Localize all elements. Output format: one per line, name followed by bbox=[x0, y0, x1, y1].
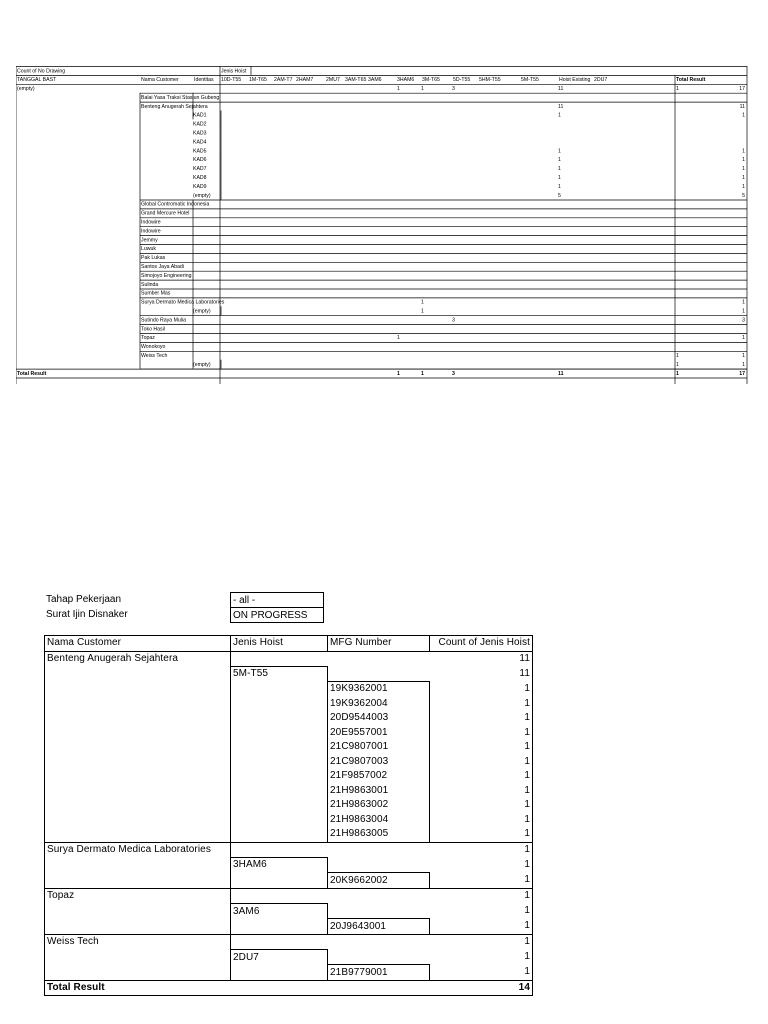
mfg-row bbox=[45, 784, 533, 799]
blank-cell bbox=[231, 813, 328, 828]
hoist-count: 1 bbox=[430, 904, 533, 919]
mfg-row bbox=[45, 827, 533, 842]
hoist-row bbox=[45, 950, 533, 965]
mfg-number: 21H9863002 bbox=[328, 798, 430, 813]
hoist-column-header: 2AM-T7 bbox=[274, 77, 293, 84]
total-hoist-count: 1 bbox=[676, 370, 679, 377]
grand-total-value: 17 bbox=[739, 370, 745, 377]
pivot-table-jenis-hoist bbox=[44, 635, 533, 996]
blank-cell bbox=[45, 827, 231, 842]
customer-name: Topaz bbox=[45, 888, 231, 904]
identitas-value: KAD2 bbox=[193, 121, 207, 128]
pivot-table-grid bbox=[16, 66, 748, 384]
hoist-count-value: 1 bbox=[558, 166, 561, 173]
hoist-column-header: 2HAM7 bbox=[296, 77, 314, 84]
customer-name: Indowire bbox=[141, 219, 161, 226]
filter-value-surat-ijin-disnaker[interactable]: ON PROGRESS bbox=[230, 607, 324, 623]
mfg-count: 1 bbox=[430, 769, 533, 784]
blank-cell bbox=[231, 919, 328, 935]
mfg-row bbox=[45, 726, 533, 741]
blank-cell bbox=[231, 873, 328, 889]
blank-cell bbox=[45, 682, 231, 697]
tanggal-empty-label: (empty) bbox=[17, 86, 35, 92]
blank-cell bbox=[45, 858, 231, 873]
header-jenis-hoist: Jenis Hoist bbox=[231, 636, 328, 652]
filter-label-surat-ijin-disnaker: Surat Ijin Disnaker bbox=[46, 609, 128, 620]
hoist-count-value: 3 bbox=[452, 86, 455, 92]
customer-name: Topaz bbox=[141, 335, 155, 342]
blank-cell bbox=[45, 667, 231, 682]
filter-label-tahap-pekerjaan: Tahap Pekerjaan bbox=[46, 594, 122, 605]
hoist-count-value: 1 bbox=[421, 308, 424, 315]
blank-cell bbox=[231, 798, 328, 813]
hoist-row bbox=[45, 667, 533, 682]
blank-cell bbox=[231, 711, 328, 726]
hoist-count-value: 11 bbox=[558, 103, 564, 110]
identitas-value: KAD8 bbox=[193, 175, 207, 181]
hoist-count-value: 3 bbox=[452, 317, 455, 324]
blank-cell bbox=[45, 784, 231, 799]
mfg-count: 1 bbox=[430, 965, 533, 981]
row-total-value: 1 bbox=[742, 361, 745, 368]
mfg-count: 1 bbox=[430, 827, 533, 842]
customer-name: Grand Mercure Hotel bbox=[141, 210, 190, 217]
row-total-value: 1 bbox=[742, 299, 745, 306]
customer-count: 1 bbox=[430, 842, 533, 858]
row-total-value: 1 bbox=[742, 335, 745, 342]
mfg-number: 21H9863004 bbox=[328, 813, 430, 828]
row-total-value: 1 bbox=[742, 353, 745, 359]
hoist-column-header: 1M-T65 bbox=[249, 77, 267, 84]
customer-row bbox=[45, 842, 533, 858]
hoist-count-value: 1 bbox=[676, 353, 679, 359]
mfg-number: 20D9544003 bbox=[328, 711, 430, 726]
customer-name: Weiss Tech bbox=[141, 353, 168, 359]
mfg-count: 1 bbox=[430, 755, 533, 770]
mfg-count: 1 bbox=[430, 798, 533, 813]
customer-name: Benteng Anugerah Sejahtera bbox=[141, 103, 208, 110]
customer-name: Luwuk bbox=[141, 246, 156, 253]
mfg-number: 21F9857002 bbox=[328, 769, 430, 784]
row-total-value: 17 bbox=[739, 86, 745, 92]
hoist-count: 1 bbox=[430, 950, 533, 965]
customer-name: Pak Lukas bbox=[141, 255, 166, 262]
mfg-count: 1 bbox=[430, 813, 533, 828]
mfg-row bbox=[45, 873, 533, 889]
blank-cell bbox=[45, 904, 231, 919]
filter-value-tahap-pekerjaan[interactable]: - all - bbox=[230, 592, 324, 608]
blank-cell bbox=[45, 740, 231, 755]
hoist-column-header: 5HM-T55 bbox=[479, 77, 501, 84]
total-hoist-count: 3 bbox=[452, 370, 455, 377]
blank-cell bbox=[231, 726, 328, 741]
total-hoist-count: 1 bbox=[421, 370, 424, 377]
jenis-hoist-value: 3AM6 bbox=[231, 904, 328, 919]
customer-row bbox=[45, 934, 533, 950]
hoist-column-header: 3M-T65 bbox=[422, 77, 440, 84]
total-result-label: Total Result bbox=[45, 980, 231, 996]
blank-cell bbox=[45, 919, 231, 935]
hoist-count-value: 1 bbox=[558, 183, 561, 190]
total-result-value: 14 bbox=[430, 980, 533, 996]
customer-name: Benteng Anugerah Sejahtera bbox=[45, 651, 231, 667]
customer-name: Surya Dermato Medica Laboratories bbox=[141, 299, 225, 306]
hoist-count-value: 1 bbox=[421, 86, 424, 92]
identitas-header: Identitas bbox=[194, 77, 214, 84]
customer-count: 1 bbox=[430, 888, 533, 904]
customer-name: Sumber Mas bbox=[141, 290, 171, 297]
total-result-label: Total Result bbox=[17, 370, 47, 377]
mfg-row bbox=[45, 919, 533, 935]
customer-name: Weiss Tech bbox=[45, 934, 231, 950]
blank-cell bbox=[328, 904, 430, 919]
mfg-row bbox=[45, 769, 533, 784]
mfg-number: 19K9362001 bbox=[328, 682, 430, 697]
blank-cell bbox=[45, 965, 231, 981]
customer-name: Indowire bbox=[141, 228, 161, 235]
row-total-value: 1 bbox=[742, 175, 745, 181]
jenis-hoist-label: Jenis Hoist bbox=[221, 68, 247, 75]
table-header-row bbox=[45, 636, 533, 652]
customer-name: Jemmy bbox=[141, 237, 158, 244]
tanggal-bast-header: TANGGAL BAST bbox=[17, 77, 57, 84]
blank-cell bbox=[45, 950, 231, 965]
hoist-count-value: 5 bbox=[558, 192, 561, 199]
header-mfg-number: MFG Number bbox=[328, 636, 430, 652]
hoist-row bbox=[45, 858, 533, 873]
blank-cell bbox=[231, 682, 328, 697]
mfg-count: 1 bbox=[430, 740, 533, 755]
jenis-hoist-value: 3HAM6 bbox=[231, 858, 328, 873]
hoist-count-value: 1 bbox=[676, 361, 679, 368]
mfg-count: 1 bbox=[430, 873, 533, 889]
blank-cell bbox=[328, 667, 430, 682]
mfg-row bbox=[45, 755, 533, 770]
blank-cell bbox=[328, 858, 430, 873]
hoist-column-header: 3AM6 bbox=[368, 77, 382, 84]
pivot-table-no-drawing bbox=[16, 66, 748, 384]
hoist-row bbox=[45, 904, 533, 919]
customer-name: Toko Hasil bbox=[141, 326, 165, 333]
identitas-value: KAD1 bbox=[193, 112, 207, 119]
identitas-value: KAD5 bbox=[193, 148, 207, 155]
row-total-value: 1 bbox=[742, 308, 745, 315]
customer-row bbox=[45, 651, 533, 667]
mfg-number: 21B9779001 bbox=[328, 965, 430, 981]
customer-name: Global Contromatic Indonesia bbox=[141, 201, 210, 208]
blank-cell bbox=[45, 769, 231, 784]
row-total-value: 1 bbox=[742, 157, 745, 164]
hoist-count-value: 1 bbox=[558, 148, 561, 155]
blank-cell bbox=[45, 697, 231, 712]
total-result-header: Total Result bbox=[676, 77, 706, 84]
mfg-count: 1 bbox=[430, 682, 533, 697]
row-total-value: 1 bbox=[742, 166, 745, 173]
identitas-value: (empty) bbox=[193, 192, 211, 199]
blank-cell bbox=[231, 888, 328, 904]
mfg-number: 21C9807003 bbox=[328, 755, 430, 770]
count-of-no-drawing-label: Count of No Drawing bbox=[17, 68, 66, 75]
hoist-count-value: 1 bbox=[558, 157, 561, 164]
customer-name: Surya Dermato Medica Laboratories bbox=[45, 842, 231, 858]
blank-cell bbox=[45, 755, 231, 770]
blank-cell bbox=[328, 980, 430, 996]
blank-cell bbox=[231, 980, 328, 996]
blank-cell bbox=[328, 888, 430, 904]
hoist-count-value: 1 bbox=[558, 175, 561, 181]
blank-cell bbox=[231, 651, 328, 667]
mfg-row bbox=[45, 798, 533, 813]
identitas-value: KAD6 bbox=[193, 157, 207, 164]
blank-cell bbox=[328, 651, 430, 667]
customer-count: 1 bbox=[430, 934, 533, 950]
customer-name: Wonokoyo bbox=[141, 344, 166, 351]
mfg-row bbox=[45, 813, 533, 828]
blank-cell bbox=[45, 726, 231, 741]
mfg-row bbox=[45, 711, 533, 726]
row-total-value: 1 bbox=[742, 148, 745, 155]
row-total-value: 1 bbox=[742, 112, 745, 119]
blank-cell bbox=[231, 965, 328, 981]
mfg-count: 1 bbox=[430, 919, 533, 935]
row-total-value: 11 bbox=[739, 103, 745, 110]
mfg-number: 20E9557001 bbox=[328, 726, 430, 741]
mfg-count: 1 bbox=[430, 784, 533, 799]
blank-cell bbox=[328, 842, 430, 858]
hoist-count-value: 1 bbox=[421, 299, 424, 306]
blank-cell bbox=[231, 842, 328, 858]
mfg-row bbox=[45, 682, 533, 697]
jenis-hoist-value: 5M-T55 bbox=[231, 667, 328, 682]
mfg-count: 1 bbox=[430, 726, 533, 741]
hoist-count-value: 11 bbox=[558, 86, 564, 92]
identitas-value: (empty) bbox=[193, 361, 211, 368]
mfg-number: 21H9863005 bbox=[328, 827, 430, 842]
customer-name: Balai Yasa Traksi Stasiun Gubeng bbox=[141, 94, 220, 101]
blank-cell bbox=[231, 769, 328, 784]
hoist-column-header: 10D-T55 bbox=[221, 77, 242, 84]
header-count-jenis-hoist: Count of Jenis Hoist bbox=[430, 636, 533, 652]
hoist-column-header: 5D-T55 bbox=[453, 77, 471, 84]
hoist-column-header: Hoist Existing bbox=[559, 77, 591, 84]
header-nama-customer: Nama Customer bbox=[45, 636, 231, 652]
mfg-number: 20J9643001 bbox=[328, 919, 430, 935]
mfg-number: 21H9863001 bbox=[328, 784, 430, 799]
hoist-count: 11 bbox=[430, 667, 533, 682]
customer-name: Santos Jaya Abadi bbox=[141, 264, 184, 270]
mfg-row bbox=[45, 740, 533, 755]
customer-count: 11 bbox=[430, 651, 533, 667]
customer-name: Sulinda bbox=[141, 281, 159, 288]
customer-name: Simojoyo Engineering bbox=[141, 272, 192, 279]
mfg-row bbox=[45, 697, 533, 712]
blank-cell bbox=[231, 934, 328, 950]
hoist-count: 1 bbox=[430, 858, 533, 873]
hoist-column-header: 3HAM6 bbox=[397, 77, 415, 84]
hoist-column-header: 2MU7 bbox=[326, 77, 340, 84]
total-row bbox=[45, 980, 533, 996]
blank-cell bbox=[45, 798, 231, 813]
mfg-count: 1 bbox=[430, 711, 533, 726]
mfg-count: 1 bbox=[430, 697, 533, 712]
hoist-column-header: 2DU7 bbox=[594, 77, 608, 84]
total-hoist-count: 11 bbox=[558, 370, 564, 377]
blank-cell bbox=[45, 873, 231, 889]
nama-customer-header: Nama Customer bbox=[141, 77, 179, 84]
identitas-value: KAD4 bbox=[193, 139, 207, 146]
hoist-count-value: 1 bbox=[558, 112, 561, 119]
identitas-value: KAD3 bbox=[193, 130, 207, 137]
blank-cell bbox=[328, 934, 430, 950]
blank-cell bbox=[45, 711, 231, 726]
blank-cell bbox=[231, 827, 328, 842]
blank-cell bbox=[231, 697, 328, 712]
hoist-column-header: 5M-T55 bbox=[521, 77, 539, 84]
row-total-value: 5 bbox=[742, 192, 745, 199]
hoist-column-header: 3AM-T65 bbox=[345, 77, 367, 84]
customer-name: Sutindo Raya Mulia bbox=[141, 317, 186, 324]
identitas-value: KAD7 bbox=[193, 166, 207, 173]
row-total-value: 3 bbox=[742, 317, 745, 324]
row-total-value: 1 bbox=[742, 183, 745, 190]
customer-row bbox=[45, 888, 533, 904]
identitas-value: (empty) bbox=[193, 308, 211, 315]
hoist-count-value: 1 bbox=[397, 335, 400, 342]
mfg-row bbox=[45, 965, 533, 981]
jenis-hoist-value: 2DU7 bbox=[231, 950, 328, 965]
hoist-count-value: 1 bbox=[397, 86, 400, 92]
total-hoist-count: 1 bbox=[397, 370, 400, 377]
blank-cell bbox=[231, 740, 328, 755]
hoist-count-value: 1 bbox=[676, 86, 679, 92]
blank-cell bbox=[328, 950, 430, 965]
mfg-number: 19K9362004 bbox=[328, 697, 430, 712]
blank-cell bbox=[45, 813, 231, 828]
mfg-number: 20K9662002 bbox=[328, 873, 430, 889]
identitas-value: KAD9 bbox=[193, 183, 207, 190]
mfg-number: 21C9807001 bbox=[328, 740, 430, 755]
blank-cell bbox=[231, 755, 328, 770]
blank-cell bbox=[231, 784, 328, 799]
